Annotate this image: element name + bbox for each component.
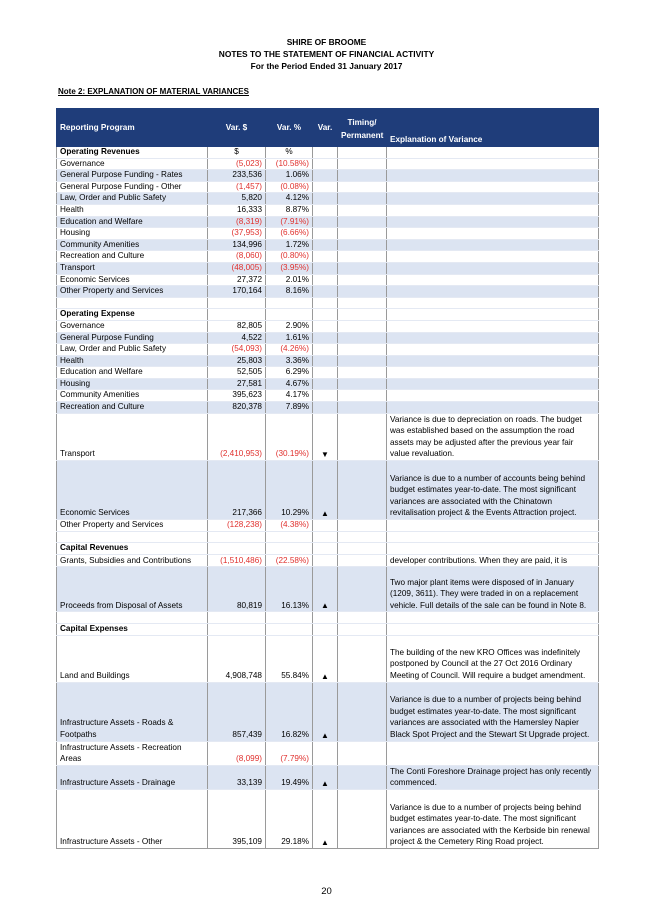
unit-pct bbox=[266, 309, 313, 321]
timing-cell bbox=[338, 344, 387, 356]
empty-cell bbox=[387, 624, 599, 636]
var-indicator bbox=[313, 216, 338, 228]
program-name: Health bbox=[57, 355, 208, 367]
timing-cell bbox=[338, 378, 387, 390]
var-indicator bbox=[313, 204, 338, 216]
program-name: Recreation and Culture bbox=[57, 251, 208, 263]
program-name: Law, Order and Public Safety bbox=[57, 344, 208, 356]
var-dollar: 170,164 bbox=[208, 286, 266, 298]
var-pct: (30.19%) bbox=[266, 413, 313, 460]
program-name: Infrastructure Assets - Other bbox=[57, 789, 208, 848]
timing-cell bbox=[338, 390, 387, 402]
empty-cell bbox=[313, 297, 338, 309]
var-pct: 2.90% bbox=[266, 320, 313, 332]
table-row bbox=[57, 378, 599, 390]
table-row bbox=[57, 158, 599, 170]
empty-cell bbox=[57, 531, 208, 543]
section-title: Operating Revenues bbox=[57, 147, 208, 159]
program-name: Economic Services bbox=[57, 461, 208, 520]
col-explanation: Explanation of Variance bbox=[387, 109, 599, 147]
table-row bbox=[57, 765, 599, 789]
var-pct: 6.29% bbox=[266, 367, 313, 379]
var-indicator bbox=[313, 193, 338, 205]
explanation bbox=[387, 181, 599, 193]
var-dollar: 857,439 bbox=[208, 682, 266, 741]
unit-dollar bbox=[208, 543, 266, 555]
var-dollar: (1,457) bbox=[208, 181, 266, 193]
program-name: Housing bbox=[57, 228, 208, 240]
var-pct: 4.67% bbox=[266, 378, 313, 390]
timing-cell bbox=[338, 274, 387, 286]
timing-cell bbox=[338, 765, 387, 789]
program-name: Recreation and Culture bbox=[57, 402, 208, 414]
var-dollar: (8,319) bbox=[208, 216, 266, 228]
empty-cell bbox=[338, 543, 387, 555]
col-var: Var. bbox=[313, 109, 338, 147]
var-pct: (7.79%) bbox=[266, 741, 313, 765]
timing-cell bbox=[338, 170, 387, 182]
var-dollar: 27,372 bbox=[208, 274, 266, 286]
table-row bbox=[57, 193, 599, 205]
empty-cell bbox=[338, 612, 387, 624]
table-row bbox=[57, 320, 599, 332]
var-indicator bbox=[313, 286, 338, 298]
timing-cell bbox=[338, 554, 387, 567]
var-pct: 8.87% bbox=[266, 204, 313, 216]
explanation bbox=[387, 158, 599, 170]
col-program: Reporting Program bbox=[57, 109, 208, 147]
explanation bbox=[387, 320, 599, 332]
var-indicator bbox=[313, 554, 338, 567]
timing-cell bbox=[338, 193, 387, 205]
var-dollar: (8,060) bbox=[208, 251, 266, 263]
timing-cell bbox=[338, 262, 387, 274]
var-dollar: 33,139 bbox=[208, 765, 266, 789]
col-var-dollar: Var. $ bbox=[208, 109, 266, 147]
program-name: Grants, Subsidies and Contributions bbox=[57, 554, 208, 567]
empty-cell bbox=[266, 531, 313, 543]
empty-cell bbox=[387, 297, 599, 309]
timing-cell bbox=[338, 286, 387, 298]
timing-cell bbox=[338, 413, 387, 460]
var-pct: (4.26%) bbox=[266, 344, 313, 356]
var-pct: 19.49% bbox=[266, 765, 313, 789]
spacer-row bbox=[57, 612, 599, 624]
program-name: Infrastructure Assets - Drainage bbox=[57, 765, 208, 789]
var-dollar: (5,023) bbox=[208, 158, 266, 170]
explanation bbox=[387, 286, 599, 298]
table-row bbox=[57, 251, 599, 263]
var-dollar: 52,505 bbox=[208, 367, 266, 379]
timing-cell bbox=[338, 204, 387, 216]
var-indicator bbox=[313, 181, 338, 193]
explanation bbox=[387, 390, 599, 402]
explanation bbox=[387, 170, 599, 182]
explanation bbox=[387, 367, 599, 379]
timing-cell bbox=[338, 251, 387, 263]
var-pct: (3.95%) bbox=[266, 262, 313, 274]
explanation: The Conti Foreshore Drainage project has only recently commenced. bbox=[387, 765, 599, 789]
table-row bbox=[57, 286, 599, 298]
program-name: Transport bbox=[57, 262, 208, 274]
explanation bbox=[387, 378, 599, 390]
section-header-row bbox=[57, 309, 599, 321]
explanation bbox=[387, 204, 599, 216]
timing-cell bbox=[338, 158, 387, 170]
empty-cell bbox=[266, 297, 313, 309]
program-name: Other Property and Services bbox=[57, 286, 208, 298]
table-row bbox=[57, 520, 599, 532]
program-name: Land and Buildings bbox=[57, 635, 208, 682]
var-indicator bbox=[313, 228, 338, 240]
timing-cell bbox=[338, 520, 387, 532]
var-pct: (0.08%) bbox=[266, 181, 313, 193]
var-dollar: 134,996 bbox=[208, 239, 266, 251]
timing-cell bbox=[338, 320, 387, 332]
var-indicator bbox=[313, 158, 338, 170]
var-pct: 1.61% bbox=[266, 332, 313, 344]
explanation: Two major plant items were disposed of in January (1209, 3611). They were traded in on a replacement vehicle. Full details of the sale can be found in Note 8. bbox=[387, 567, 599, 612]
explanation: The building of the new KRO Offices was indefinitely postponed by Council at the 27 Oct 2016 Ordinary Meeting of Council. Will require a budget amendment. bbox=[387, 635, 599, 682]
table-row bbox=[57, 262, 599, 274]
var-indicator bbox=[313, 344, 338, 356]
var-pct: (4.38%) bbox=[266, 520, 313, 532]
table-row bbox=[57, 204, 599, 216]
table-row bbox=[57, 635, 599, 682]
var-dollar: (2,410,953) bbox=[208, 413, 266, 460]
var-dollar: (1,510,486) bbox=[208, 554, 266, 567]
var-indicator bbox=[313, 170, 338, 182]
var-indicator bbox=[313, 251, 338, 263]
explanation bbox=[387, 216, 599, 228]
var-indicator bbox=[313, 367, 338, 379]
program-name: Other Property and Services bbox=[57, 520, 208, 532]
var-pct: 3.36% bbox=[266, 355, 313, 367]
empty-cell bbox=[266, 612, 313, 624]
var-dollar: (37,953) bbox=[208, 228, 266, 240]
empty-cell bbox=[313, 543, 338, 555]
var-dollar: (128,238) bbox=[208, 520, 266, 532]
program-name: Infrastructure Assets - Roads & Footpaths bbox=[57, 682, 208, 741]
up-arrow-icon: ▲ bbox=[313, 635, 338, 682]
explanation: Variance is due to a number of accounts being behind budget estimates year-to-date. The most significant variances are associated with the Chinatown revitalisation project & the Events Attraction project. bbox=[387, 461, 599, 520]
var-pct: 1.06% bbox=[266, 170, 313, 182]
var-pct: 2.01% bbox=[266, 274, 313, 286]
var-pct: 4.17% bbox=[266, 390, 313, 402]
empty-cell bbox=[57, 612, 208, 624]
var-dollar: 16,333 bbox=[208, 204, 266, 216]
program-name: Education and Welfare bbox=[57, 216, 208, 228]
explanation bbox=[387, 239, 599, 251]
program-name: Proceeds from Disposal of Assets bbox=[57, 567, 208, 612]
empty-cell bbox=[338, 309, 387, 321]
empty-cell bbox=[313, 147, 338, 159]
unit-pct: % bbox=[266, 147, 313, 159]
var-indicator bbox=[313, 239, 338, 251]
var-dollar: (8,099) bbox=[208, 741, 266, 765]
up-arrow-icon: ▲ bbox=[313, 567, 338, 612]
spacer-row bbox=[57, 531, 599, 543]
program-name: General Purpose Funding - Other bbox=[57, 181, 208, 193]
var-dollar: 4,908,748 bbox=[208, 635, 266, 682]
empty-cell bbox=[338, 147, 387, 159]
var-pct: 55.84% bbox=[266, 635, 313, 682]
section-header-row bbox=[57, 147, 599, 159]
var-indicator bbox=[313, 320, 338, 332]
variance-table bbox=[56, 108, 599, 849]
var-indicator bbox=[313, 332, 338, 344]
table-row bbox=[57, 344, 599, 356]
empty-cell bbox=[338, 297, 387, 309]
empty-cell bbox=[313, 531, 338, 543]
section-title: Capital Expenses bbox=[57, 624, 208, 636]
empty-cell bbox=[208, 297, 266, 309]
var-pct: (6.66%) bbox=[266, 228, 313, 240]
report-entity: SHIRE OF BROOME bbox=[286, 37, 367, 47]
section-header-row bbox=[57, 624, 599, 636]
program-name: Governance bbox=[57, 158, 208, 170]
down-arrow-icon: ▼ bbox=[313, 413, 338, 460]
table-row bbox=[57, 181, 599, 193]
var-dollar: 82,805 bbox=[208, 320, 266, 332]
table-row bbox=[57, 332, 599, 344]
var-dollar: 5,820 bbox=[208, 193, 266, 205]
var-indicator bbox=[313, 402, 338, 414]
unit-dollar: $ bbox=[208, 147, 266, 159]
var-pct: (7.91%) bbox=[266, 216, 313, 228]
empty-cell bbox=[208, 612, 266, 624]
var-dollar: (48,005) bbox=[208, 262, 266, 274]
explanation bbox=[387, 332, 599, 344]
timing-cell bbox=[338, 216, 387, 228]
col-var-pct: Var. % bbox=[266, 109, 313, 147]
page-number: 20 bbox=[321, 886, 332, 897]
program-name: Law, Order and Public Safety bbox=[57, 193, 208, 205]
var-pct: (22.58%) bbox=[266, 554, 313, 567]
timing-cell bbox=[338, 567, 387, 612]
var-dollar: 27,581 bbox=[208, 378, 266, 390]
var-dollar: 820,378 bbox=[208, 402, 266, 414]
var-indicator bbox=[313, 520, 338, 532]
timing-cell bbox=[338, 789, 387, 848]
empty-cell bbox=[338, 624, 387, 636]
timing-cell bbox=[338, 355, 387, 367]
table-row bbox=[57, 741, 599, 765]
table-row bbox=[57, 413, 599, 460]
table-row bbox=[57, 367, 599, 379]
table-row bbox=[57, 682, 599, 741]
var-dollar: 217,366 bbox=[208, 461, 266, 520]
empty-cell bbox=[313, 309, 338, 321]
unit-pct bbox=[266, 543, 313, 555]
explanation: Variance is due to a number of projects being behind budget estimates year-to-date. The most significant variances are associated with the Hamersley Napier Black Spot Project and the Stewart St Upgrade project. bbox=[387, 682, 599, 741]
explanation bbox=[387, 193, 599, 205]
timing-cell bbox=[338, 239, 387, 251]
col-timing: Timing/ Permanent bbox=[338, 109, 387, 147]
explanation bbox=[387, 741, 599, 765]
table-row bbox=[57, 402, 599, 414]
var-dollar: 395,623 bbox=[208, 390, 266, 402]
var-pct: 29.18% bbox=[266, 789, 313, 848]
timing-cell bbox=[338, 682, 387, 741]
explanation bbox=[387, 251, 599, 263]
explanation bbox=[387, 228, 599, 240]
explanation bbox=[387, 520, 599, 532]
section-header-row bbox=[57, 543, 599, 555]
program-name: Community Amenities bbox=[57, 390, 208, 402]
section-title: Operating Expense bbox=[57, 309, 208, 321]
empty-cell bbox=[313, 612, 338, 624]
timing-cell bbox=[338, 181, 387, 193]
var-pct: 7.89% bbox=[266, 402, 313, 414]
var-pct: (10.58%) bbox=[266, 158, 313, 170]
program-name: Community Amenities bbox=[57, 239, 208, 251]
up-arrow-icon: ▲ bbox=[313, 765, 338, 789]
var-pct: 10.29% bbox=[266, 461, 313, 520]
explanation bbox=[387, 344, 599, 356]
var-dollar: 25,803 bbox=[208, 355, 266, 367]
program-name: Health bbox=[57, 204, 208, 216]
var-indicator bbox=[313, 262, 338, 274]
var-pct: 4.12% bbox=[266, 193, 313, 205]
empty-cell bbox=[387, 531, 599, 543]
section-title: Capital Revenues bbox=[57, 543, 208, 555]
empty-cell bbox=[387, 612, 599, 624]
empty-cell bbox=[57, 297, 208, 309]
var-indicator bbox=[313, 390, 338, 402]
var-dollar: 4,522 bbox=[208, 332, 266, 344]
timing-cell bbox=[338, 402, 387, 414]
up-arrow-icon: ▲ bbox=[313, 682, 338, 741]
explanation bbox=[387, 262, 599, 274]
program-name: General Purpose Funding bbox=[57, 332, 208, 344]
empty-cell bbox=[338, 531, 387, 543]
var-pct: 1.72% bbox=[266, 239, 313, 251]
table-row bbox=[57, 170, 599, 182]
explanation bbox=[387, 274, 599, 286]
table-row bbox=[57, 216, 599, 228]
program-name: Economic Services bbox=[57, 274, 208, 286]
timing-cell bbox=[338, 741, 387, 765]
var-indicator bbox=[313, 274, 338, 286]
empty-cell bbox=[387, 543, 599, 555]
table-row bbox=[57, 461, 599, 520]
var-dollar: (54,093) bbox=[208, 344, 266, 356]
table-row bbox=[57, 390, 599, 402]
var-indicator bbox=[313, 741, 338, 765]
report-title: NOTES TO THE STATEMENT OF FINANCIAL ACTIVITY bbox=[218, 49, 435, 59]
table-row bbox=[57, 239, 599, 251]
var-indicator bbox=[313, 355, 338, 367]
var-pct: (0.80%) bbox=[266, 251, 313, 263]
program-name: General Purpose Funding - Rates bbox=[57, 170, 208, 182]
var-pct: 8.16% bbox=[266, 286, 313, 298]
program-name: Infrastructure Assets - Recreation Areas bbox=[57, 741, 208, 765]
explanation: developer contributions. When they are paid, it is bbox=[387, 554, 599, 567]
empty-cell bbox=[387, 147, 599, 159]
var-pct: 16.13% bbox=[266, 567, 313, 612]
timing-cell bbox=[338, 332, 387, 344]
unit-dollar bbox=[208, 624, 266, 636]
note-title: Note 2: EXPLANATION OF MATERIAL VARIANCES bbox=[58, 87, 249, 96]
up-arrow-icon: ▲ bbox=[313, 789, 338, 848]
program-name: Governance bbox=[57, 320, 208, 332]
table-row bbox=[57, 228, 599, 240]
up-arrow-icon: ▲ bbox=[313, 461, 338, 520]
spacer-row bbox=[57, 297, 599, 309]
report-period: For the Period Ended 31 January 2017 bbox=[250, 61, 403, 71]
empty-cell bbox=[208, 531, 266, 543]
program-name: Education and Welfare bbox=[57, 367, 208, 379]
unit-dollar bbox=[208, 309, 266, 321]
table-header-row bbox=[57, 109, 599, 147]
timing-cell bbox=[338, 228, 387, 240]
empty-cell bbox=[387, 309, 599, 321]
explanation: Variance is due to a number of projects being behind budget estimates year-to-date. The most significant variances are associated with the Kerbside bin renewal project & the Cemetery Ring Road project. bbox=[387, 789, 599, 848]
timing-cell bbox=[338, 461, 387, 520]
var-dollar: 395,109 bbox=[208, 789, 266, 848]
program-name: Housing bbox=[57, 378, 208, 390]
explanation: Variance is due to depreciation on roads. The budget was established based on the assumption the road assets may be adjusted after the previous year fair value revaluation. bbox=[387, 413, 599, 460]
table-row bbox=[57, 554, 599, 567]
empty-cell bbox=[313, 624, 338, 636]
var-dollar: 80,819 bbox=[208, 567, 266, 612]
unit-pct bbox=[266, 624, 313, 636]
var-dollar: 233,536 bbox=[208, 170, 266, 182]
var-pct: 16.82% bbox=[266, 682, 313, 741]
table-row bbox=[57, 355, 599, 367]
program-name: Transport bbox=[57, 413, 208, 460]
table-row bbox=[57, 789, 599, 848]
timing-cell bbox=[338, 635, 387, 682]
table-row bbox=[57, 274, 599, 286]
timing-cell bbox=[338, 367, 387, 379]
explanation bbox=[387, 402, 599, 414]
table-row bbox=[57, 567, 599, 612]
explanation bbox=[387, 355, 599, 367]
var-indicator bbox=[313, 378, 338, 390]
